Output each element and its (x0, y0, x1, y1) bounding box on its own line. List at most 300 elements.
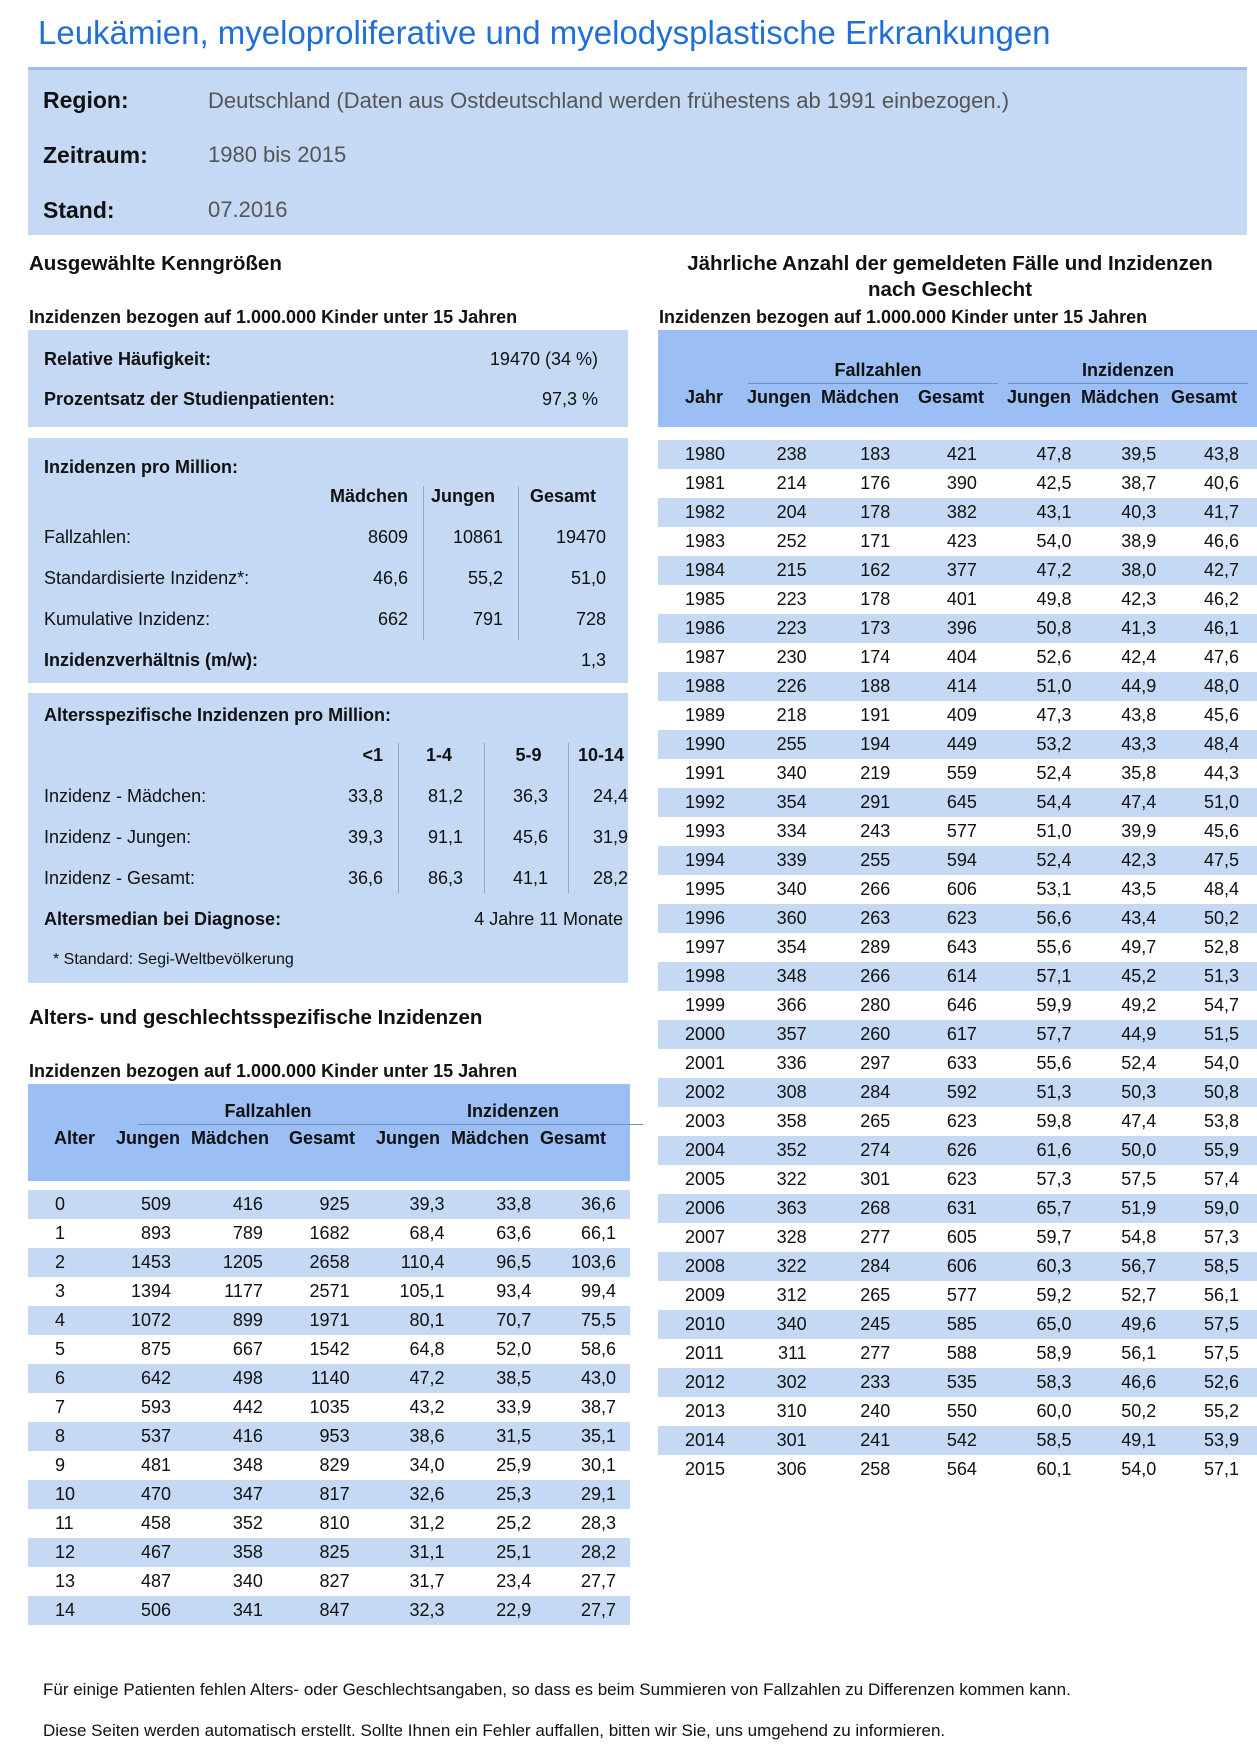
table-cell: 41,7 (1168, 498, 1257, 527)
table-cell: 171 (860, 531, 891, 551)
age-row (28, 1480, 630, 1509)
year-row (658, 817, 1257, 846)
table-cell: 64,8 (409, 1339, 445, 1359)
table-cell: 218 (776, 705, 807, 725)
yearly-group-cases: Fallzahlen (834, 360, 922, 380)
table-cell: 347 (181, 1480, 273, 1509)
table-cell: 52,8 (1203, 937, 1239, 957)
table-cell: 301 (860, 1169, 891, 1189)
table-cell: 54,8 (1121, 1227, 1157, 1247)
table-cell: 260 (815, 1020, 905, 1049)
table-cell: 1140 (273, 1364, 360, 1393)
table-cell: 506 (89, 1596, 181, 1625)
age-row (28, 1248, 630, 1277)
table-cell: 61,6 (989, 1136, 1084, 1165)
table-cell: 42,3 (1084, 846, 1169, 875)
table-cell: 358 (181, 1538, 273, 1567)
table-cell: 617 (904, 1020, 989, 1049)
age-row (28, 1190, 630, 1219)
key-figures-subtitle: Inzidenzen bezogen auf 1.000.000 Kinder unter 15 Jahren (29, 307, 518, 327)
table-cell: 40,3 (1084, 498, 1169, 527)
table-cell: 46,6 (1203, 531, 1239, 551)
incidence-ratio-value: 1,3 (580, 650, 606, 670)
table-cell: 36,6 (543, 1190, 630, 1219)
table-cell: 105,1 (399, 1281, 445, 1301)
table-cell: 43,8 (1168, 440, 1257, 469)
table-cell: 277 (860, 1227, 891, 1247)
table-cell: 258 (860, 1459, 891, 1479)
table-cell: 470 (89, 1480, 181, 1509)
table-cell: 54,7 (1203, 995, 1239, 1015)
year-row (658, 1194, 1257, 1223)
table-cell: 1205 (181, 1248, 273, 1277)
yearly-col-girls: Mädchen (821, 387, 900, 407)
table-cell: 49,6 (1084, 1310, 1169, 1339)
table-cell: 487 (141, 1571, 172, 1591)
table-cell: 45,6 (1203, 705, 1239, 725)
table-cell: 55,6 (1036, 1053, 1072, 1073)
year-row (658, 1252, 1257, 1281)
table-cell: 352 (725, 1136, 815, 1165)
age-row (28, 1219, 630, 1248)
table-cell: 266 (815, 962, 905, 991)
table-cell: 2 (28, 1248, 89, 1277)
key-figures-title: Ausgewählte Kenngrößen (29, 252, 282, 275)
age-row (28, 1422, 630, 1451)
table-cell: 240 (860, 1401, 891, 1421)
table-cell: 44,9 (1084, 672, 1169, 701)
table-cell: 38,9 (1121, 531, 1157, 551)
table-cell: 38,7 (580, 1397, 616, 1417)
age-row (28, 1277, 630, 1306)
table-cell: 226 (725, 672, 815, 701)
table-cell: 390 (946, 473, 977, 493)
table-cell: 66,1 (580, 1223, 616, 1243)
table-cell: 219 (860, 763, 891, 783)
table-cell: 614 (904, 962, 989, 991)
age-row (28, 1393, 630, 1422)
table-cell: 43,3 (1084, 730, 1169, 759)
table-cell: 58,6 (580, 1339, 616, 1359)
table-cell: 28,3 (580, 1513, 616, 1533)
table-cell: 340 (776, 879, 807, 899)
age-row (28, 1596, 630, 1625)
yearly-col-year: Jahr (685, 387, 724, 407)
table-cell: 953 (273, 1422, 360, 1451)
table-cell: 52,4 (1036, 763, 1072, 783)
table-cell: 32,3 (360, 1596, 457, 1625)
table-cell: 623 (946, 1169, 977, 1189)
table-cell: 2010 (658, 1310, 725, 1339)
table-cell: 341 (181, 1596, 273, 1625)
table-cell: 56,7 (1084, 1252, 1169, 1281)
yearly-col-inc-boys: Jungen (1007, 387, 1072, 407)
table-cell: 449 (904, 730, 989, 759)
table-cell: 32,6 (360, 1480, 457, 1509)
table-cell: 289 (860, 937, 891, 957)
table-cell: 38,6 (360, 1422, 457, 1451)
year-row (658, 614, 1257, 643)
table-cell: 52,0 (496, 1339, 532, 1359)
table-cell: 642 (89, 1364, 181, 1393)
table-cell: 223 (725, 614, 815, 643)
table-cell: 458 (141, 1513, 172, 1533)
table-cell: 59,2 (1036, 1285, 1072, 1305)
age-value: 24,4 (592, 786, 628, 806)
table-cell: 23,4 (496, 1571, 532, 1591)
age-row-label: Inzidenz - Jungen: (44, 827, 192, 847)
table-cell: 47,3 (1036, 705, 1072, 725)
table-cell: 605 (946, 1227, 977, 1247)
table-cell: 11 (55, 1513, 74, 1533)
table-cell: 52,6 (1036, 647, 1072, 667)
table-cell: 25,3 (457, 1480, 544, 1509)
table-cell: 223 (776, 589, 807, 609)
table-cell: 2015 (685, 1459, 726, 1479)
table-cell: 401 (946, 589, 977, 609)
incidence-total-value: 728 (575, 609, 606, 629)
table-cell: 28,2 (543, 1538, 630, 1567)
year-row (658, 1426, 1257, 1455)
table-cell: 322 (725, 1252, 815, 1281)
age-row (28, 1364, 630, 1393)
table-cell: 1981 (685, 473, 726, 493)
table-cell: 266 (860, 879, 891, 899)
table-cell: 1991 (685, 763, 726, 783)
table-cell: 173 (815, 614, 905, 643)
table-cell: 537 (89, 1422, 181, 1451)
table-cell: 50,8 (989, 614, 1084, 643)
table-cell: 1998 (658, 962, 725, 991)
table-cell: 7 (55, 1397, 66, 1417)
age-col-10-14: 10-14 (577, 745, 625, 765)
table-cell: 27,7 (543, 1596, 630, 1625)
table-cell: 50,8 (1168, 1078, 1257, 1107)
age-col-1-4: 1-4 (425, 745, 452, 765)
table-cell: 233 (815, 1368, 905, 1397)
incidence-col-girls: Mädchen (329, 486, 408, 506)
table-cell: 1072 (89, 1306, 181, 1335)
table-cell: 348 (232, 1455, 263, 1475)
table-cell: 46,1 (1168, 614, 1257, 643)
table-cell: 2000 (658, 1020, 725, 1049)
table-cell: 47,6 (1203, 647, 1239, 667)
status-value: 07.2016 (208, 197, 288, 222)
table-cell: 43,2 (409, 1397, 445, 1417)
table-cell: 643 (946, 937, 977, 957)
age-row (28, 1538, 630, 1567)
table-cell: 312 (776, 1285, 807, 1305)
table-cell: 58,9 (1036, 1343, 1072, 1363)
table-cell: 1987 (685, 647, 726, 667)
table-cell: 1542 (309, 1339, 350, 1359)
table-cell: 49,2 (1121, 995, 1157, 1015)
incidence-col-total: Gesamt (529, 486, 597, 506)
table-cell: 47,5 (1168, 846, 1257, 875)
table-cell: 297 (860, 1053, 891, 1073)
table-cell: 204 (725, 498, 815, 527)
table-cell: 51,0 (1036, 821, 1072, 841)
table-cell: 48,0 (1168, 672, 1257, 701)
table-cell: 2004 (658, 1136, 725, 1165)
table-cell: 54,0 (1036, 531, 1072, 551)
table-cell: 55,6 (1036, 937, 1072, 957)
age-specific-box (28, 693, 628, 983)
table-cell: 588 (946, 1343, 977, 1363)
table-cell: 606 (904, 1252, 989, 1281)
table-cell: 585 (904, 1310, 989, 1339)
year-row (658, 1223, 1257, 1252)
table-cell: 559 (946, 763, 977, 783)
table-cell: 1992 (658, 788, 725, 817)
table-cell: 214 (776, 473, 807, 493)
table-cell: 825 (273, 1538, 360, 1567)
table-cell: 60,3 (989, 1252, 1084, 1281)
incidence-col-boys: Jungen (430, 486, 495, 506)
incidence-total-value: 51,0 (570, 568, 606, 588)
table-cell: 183 (815, 440, 905, 469)
table-cell: 39,5 (1084, 440, 1169, 469)
table-cell: 42,3 (1121, 589, 1157, 609)
footer-note-automatic: Diese Seiten werden automatisch erstellt. Sollte Ihnen ein Fehler auffallen, bitten wir Sie, uns umgehend zu informieren. (43, 1721, 946, 1740)
table-cell: 51,3 (989, 1078, 1084, 1107)
age-value: 36,6 (347, 868, 383, 888)
table-cell: 57,4 (1203, 1169, 1239, 1189)
table-cell: 50,3 (1084, 1078, 1169, 1107)
table-cell: 1983 (685, 531, 726, 551)
table-cell: 53,9 (1168, 1426, 1257, 1455)
table-cell: 646 (946, 995, 977, 1015)
age-value: 81,2 (427, 786, 463, 806)
table-cell: 416 (181, 1422, 273, 1451)
table-cell: 366 (776, 995, 807, 1015)
table-cell: 43,5 (1121, 879, 1157, 899)
table-cell: 498 (181, 1364, 273, 1393)
table-cell: 255 (815, 846, 905, 875)
table-cell: 2571 (309, 1281, 350, 1301)
table-cell: 354 (725, 788, 815, 817)
table-cell: 59,9 (1036, 995, 1072, 1015)
table-cell: 2005 (685, 1169, 726, 1189)
table-cell: 41,3 (1084, 614, 1169, 643)
table-cell: 110,4 (360, 1248, 457, 1277)
table-cell: 58,5 (989, 1426, 1084, 1455)
yearly-col-inc-total: Gesamt (1171, 387, 1238, 407)
table-cell: 40,6 (1203, 473, 1239, 493)
table-cell: 57,3 (1036, 1169, 1072, 1189)
table-cell: 893 (141, 1223, 172, 1243)
table-cell: 65,7 (989, 1194, 1084, 1223)
table-cell: 35,1 (543, 1422, 630, 1451)
age-sex-subtitle: Inzidenzen bezogen auf 1.000.000 Kinder unter 15 Jahren (29, 1061, 518, 1081)
table-cell: 46,6 (1084, 1368, 1169, 1397)
period-value: 1980 bis 2015 (208, 142, 347, 167)
table-cell: 354 (776, 937, 807, 957)
table-cell: 50,2 (1121, 1401, 1157, 1421)
table-cell: 1980 (658, 440, 725, 469)
table-cell: 39,9 (1121, 821, 1157, 841)
table-cell: 33,8 (457, 1190, 544, 1219)
incidence-title: Inzidenzen pro Million: (44, 457, 238, 477)
age-col-under1: <1 (362, 745, 383, 765)
table-cell: 14 (28, 1596, 89, 1625)
age-row (28, 1509, 630, 1538)
table-cell: 52,4 (1121, 1053, 1157, 1073)
table-cell: 606 (946, 879, 977, 899)
year-row (658, 1397, 1257, 1426)
table-cell: 5 (55, 1339, 66, 1359)
table-cell: 291 (815, 788, 905, 817)
year-row (658, 1078, 1257, 1107)
age-median-label: Altersmedian bei Diagnose: (44, 909, 282, 929)
table-cell: 178 (815, 498, 905, 527)
table-cell: 2013 (685, 1401, 726, 1421)
table-cell: 339 (725, 846, 815, 875)
table-cell: 25,2 (496, 1513, 532, 1533)
table-cell: 263 (815, 904, 905, 933)
study-percentage-value: 97,3 % (541, 389, 598, 409)
age-row-label: Inzidenz - Gesamt: (44, 868, 196, 888)
table-cell: 2007 (685, 1227, 726, 1247)
table-cell: 194 (815, 730, 905, 759)
table-cell: 2002 (658, 1078, 725, 1107)
table-cell: 31,5 (457, 1422, 544, 1451)
table-cell: 75,5 (543, 1306, 630, 1335)
yearly-col-inc-girls: Mädchen (1081, 387, 1160, 407)
table-cell: 43,8 (1121, 705, 1157, 725)
table-cell: 1994 (658, 846, 725, 875)
table-cell: 360 (725, 904, 815, 933)
table-cell: 55,9 (1168, 1136, 1257, 1165)
year-row (658, 1310, 1257, 1339)
table-cell: 47,2 (360, 1364, 457, 1393)
year-row (658, 1049, 1257, 1078)
table-cell: 1995 (685, 879, 726, 899)
period-label: Zeitraum: (43, 142, 148, 168)
table-cell: 59,8 (1036, 1111, 1072, 1131)
table-cell: 1988 (658, 672, 725, 701)
table-cell: 38,0 (1084, 556, 1169, 585)
table-cell: 667 (232, 1339, 263, 1359)
table-cell: 577 (946, 821, 977, 841)
table-cell: 509 (89, 1190, 181, 1219)
table-cell: 57,5 (1203, 1343, 1239, 1363)
age-value: 41,1 (512, 868, 548, 888)
table-cell: 43,1 (989, 498, 1084, 527)
year-row (658, 469, 1257, 498)
table-cell: 306 (776, 1459, 807, 1479)
table-cell: 1984 (658, 556, 725, 585)
table-cell: 99,4 (580, 1281, 616, 1301)
table-cell: 30,1 (580, 1455, 616, 1475)
table-cell: 274 (815, 1136, 905, 1165)
year-row (658, 527, 1257, 556)
table-cell: 25,1 (457, 1538, 544, 1567)
table-cell: 1999 (685, 995, 726, 1015)
yearly-title-line2: nach Geschlecht (867, 278, 1033, 301)
table-cell: 59,7 (1036, 1227, 1072, 1247)
table-cell: 188 (815, 672, 905, 701)
header-box (28, 67, 1247, 235)
table-cell: 58,3 (989, 1368, 1084, 1397)
table-cell: 2001 (685, 1053, 726, 1073)
incidence-box (28, 438, 628, 683)
yearly-title-line1: Jährliche Anzahl der gemeldeten Fälle und Inzidenzen (687, 252, 1213, 275)
table-cell: 357 (725, 1020, 815, 1049)
age-col-5-9: 5-9 (515, 745, 542, 765)
yearly-col-boys: Jungen (747, 387, 812, 407)
table-cell: 2008 (658, 1252, 725, 1281)
table-cell: 1996 (658, 904, 725, 933)
table-cell: 1986 (658, 614, 725, 643)
table-cell: 265 (860, 1285, 891, 1305)
table-cell: 60,1 (1036, 1459, 1072, 1479)
table-cell: 284 (815, 1078, 905, 1107)
table-cell: 103,6 (543, 1248, 630, 1277)
table-cell: 42,4 (1121, 647, 1157, 667)
table-cell: 358 (776, 1111, 807, 1131)
table-cell: 1394 (131, 1281, 172, 1301)
table-cell: 80,1 (360, 1306, 457, 1335)
table-cell: 423 (946, 531, 977, 551)
table-cell: 308 (725, 1078, 815, 1107)
table-cell: 241 (815, 1426, 905, 1455)
age-sex-table (28, 1190, 630, 1625)
table-cell: 54,4 (989, 788, 1084, 817)
table-cell: 3 (55, 1281, 66, 1301)
age-value: 39,3 (347, 827, 383, 847)
table-cell: 50,2 (1168, 904, 1257, 933)
year-row (658, 1281, 1257, 1310)
table-cell: 8 (28, 1422, 89, 1451)
age-sex-group-incidence: Inzidenzen (466, 1101, 559, 1121)
year-row (658, 788, 1257, 817)
table-cell: 53,2 (989, 730, 1084, 759)
table-cell: 22,9 (457, 1596, 544, 1625)
age-sex-col-girls: Mädchen (191, 1128, 270, 1148)
table-cell: 63,6 (496, 1223, 532, 1243)
table-cell: 45,2 (1084, 962, 1169, 991)
table-cell: 50,0 (1084, 1136, 1169, 1165)
table-cell: 57,5 (1121, 1169, 1157, 1189)
table-cell: 277 (860, 1343, 891, 1363)
year-row (658, 991, 1257, 1020)
age-value: 86,3 (427, 868, 463, 888)
table-cell: 363 (725, 1194, 815, 1223)
table-cell: 47,2 (989, 556, 1084, 585)
table-cell: 623 (904, 904, 989, 933)
table-cell: 44,9 (1084, 1020, 1169, 1049)
age-sex-col-inc-boys: Jungen (376, 1128, 441, 1148)
age-sex-col-total: Gesamt (289, 1128, 356, 1148)
table-cell: 593 (141, 1397, 172, 1417)
table-cell: 2011 (685, 1343, 724, 1363)
year-row (658, 672, 1257, 701)
table-cell: 467 (89, 1538, 181, 1567)
incidence-boys-value: 55,2 (467, 568, 503, 588)
table-cell: 178 (860, 589, 891, 609)
year-row (658, 1368, 1257, 1397)
page-title: Leukämien, myeloproliferative und myelodysplastische Erkrankungen (38, 14, 1051, 51)
year-row (658, 1107, 1257, 1136)
year-row (658, 1136, 1257, 1165)
year-row (658, 962, 1257, 991)
table-cell: 414 (904, 672, 989, 701)
table-cell: 230 (776, 647, 807, 667)
year-row (658, 1455, 1257, 1484)
table-cell: 1993 (685, 821, 726, 841)
age-value: 28,2 (592, 868, 628, 888)
